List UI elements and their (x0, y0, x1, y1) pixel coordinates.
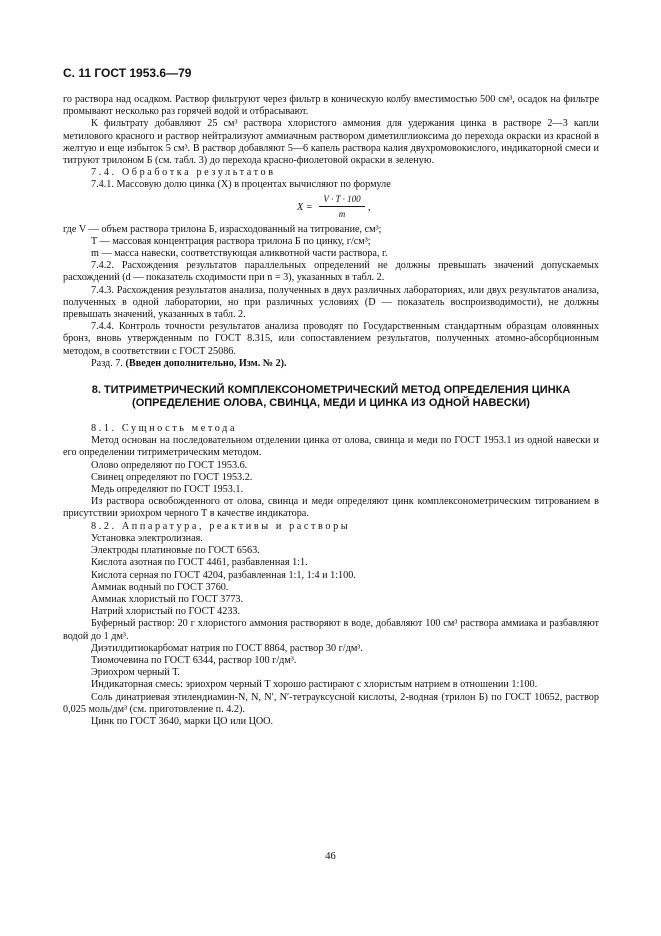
document-body (63, 94, 599, 728)
list-item: Электроды платиновые по ГОСТ 6563. (91, 545, 260, 557)
list-item: Цинк по ГОСТ 3640, марки ЦО или ЦОО. (91, 715, 274, 727)
list-item: Натрий хлористый по ГОСТ 4233. (91, 606, 241, 618)
list-item: Аммиак водный по ГОСТ 3760. (91, 581, 229, 593)
amendment-note (63, 358, 599, 370)
page-number: 46 (325, 851, 336, 862)
list-item: Диэтилдитиокарбомат натрия по ГОСТ 8864, раствор 30 г/дм³. (91, 642, 363, 654)
list-item: Кислота азотная по ГОСТ 4461, разбавленная 1:1. (91, 557, 308, 569)
paragraph: Медь определяют по ГОСТ 1953.1. (91, 484, 244, 496)
section-title-8: 8. ТИТРИМЕТРИЧЕСКИЙ КОМПЛЕКСОНОМЕТРИЧЕСКИЙ МЕТОД ОПРЕДЕЛЕНИЯ ЦИНКА (ОПРЕДЕЛЕНИЕ ОЛОВА, СВИНЦА, МЕДИ И ЦИНКА ИЗ ОДНОЙ НАВЕСКИ) (91, 384, 571, 410)
amendment-text: (Введен дополнительно, Изм. № 2). (125, 357, 287, 369)
paragraph: 7.4.4. Контроль точности результатов анализа проводят по Государственным стандартным образцам оловянных бронз, вновь утвержденным по ГОСТ 8.315, или сопоставлением результатов, полученных атомно-абсорбционным методом, в соответствии с ГОСТ 25086. (63, 321, 599, 357)
paragraph: К фильтрату добавляют 25 см³ раствора хлористого аммония для удержания цинка в растворе 2—3 капли метилового красного и раствор нейтрализуют аммиачным раствором диметилглиоксима до перехода окраски из красной в желтую и еще избыток 5 см³. В раствор добавляют 5—6 капель раствора калия двухромовокислого, индикаторной смеси и титруют трилоном Б (см. табл. 3) до перехода красно-фиолетовой окраски в зеленую. (63, 118, 599, 167)
formula-denominator: m (338, 208, 346, 219)
paragraph: Из раствора освобожденного от олова, свинца и меди определяют цинк комплексонометрическим титрованием в присутствии эриохром черного Т в качестве индикатора. (63, 496, 599, 520)
paragraph: Метод основан на последовательном отделении цинка от олова, свинца и меди по ГОСТ 1953.1 из одной навески и его определении титриметрическим методом. (63, 435, 599, 459)
formula-tail: , (368, 201, 371, 213)
paragraph: 7.4.2. Расхождения результатов параллельных определений не должны превышать значений допускаемых расхождений (d — показатель сходимости при n = 3), указанных в табл. 2. (63, 260, 599, 284)
formula-numerator: V · T · 100 (323, 193, 361, 204)
section-heading-7-4: 7.4. Обработка результатов (91, 167, 276, 179)
formula (63, 193, 599, 223)
variable-definition: T — массовая концентрация раствора трилона Б по цинку, г/см³; (91, 235, 371, 247)
list-item: Кислота серная по ГОСТ 4204, разбавленная 1:1, 1:4 и 1:100. (91, 569, 356, 581)
list-item: Тиомочевина по ГОСТ 6344, раствор 100 г/дм³. (91, 654, 297, 666)
list-item: Эриохром черный Т. (91, 667, 180, 679)
list-item: Установка электролизная. (91, 532, 203, 544)
paragraph: 7.4.1. Массовую долю цинка (X) в процентах вычисляют по формуле (91, 179, 391, 191)
variable-definition: m — масса навески, соответствующая аликвотной части раствора, г. (91, 248, 388, 260)
paragraph: 7.4.3. Расхождения результатов анализа, полученных в двух различных лабораториях, или двух результатов анализа, полученных в одной лаборатории, но при различных условиях (D — показатель воспроизводимости), не должны превышать значений, указанных в табл. 2. (63, 284, 599, 321)
paragraph: го раствора над осадком. Раствор фильтруют через фильтр в коническую колбу вместимостью 500 см³, осадок на фильтре промывают несколько раз горячей водой и отбрасывают. (63, 94, 599, 118)
page-header: С. 11 ГОСТ 1953.6—79 (63, 66, 192, 80)
variable-definition: где V — объем раствора трилона Б, израсходованный на титрование, см³; (63, 223, 382, 235)
section-heading-8-2: 8.2. Аппаратура, реактивы и растворы (91, 520, 351, 532)
list-item: Аммиак хлористый по ГОСТ 3773. (91, 593, 244, 605)
list-item: Индикаторная смесь: эриохром черный Т хорошо растирают с хлористым натрием в отношении 1:100. (91, 679, 538, 691)
amendment-ref: Разд. 7. (91, 357, 123, 369)
fraction-bar (319, 206, 365, 207)
formula-lhs: X = (297, 201, 313, 213)
section-heading-8-1: 8.1. Сущность метода (91, 423, 238, 435)
paragraph: Олово определяют по ГОСТ 1953.6. (91, 459, 248, 471)
list-item: Соль динатриевая этилендиамин-N, N, N′, N′-тетрауксусной кислоты, 2-водная (трилон Б) по ГОСТ 10652, раствор 0,025 моль/дм³ (см. приготовление п. 4.2). (63, 691, 599, 715)
list-item: Буферный раствор: 20 г хлористого аммония растворяют в воде, добавляют 100 см³ раствора аммиака и разбавляют водой до 1 дм³. (63, 618, 599, 642)
paragraph: Свинец определяют по ГОСТ 1953.2. (91, 471, 253, 483)
